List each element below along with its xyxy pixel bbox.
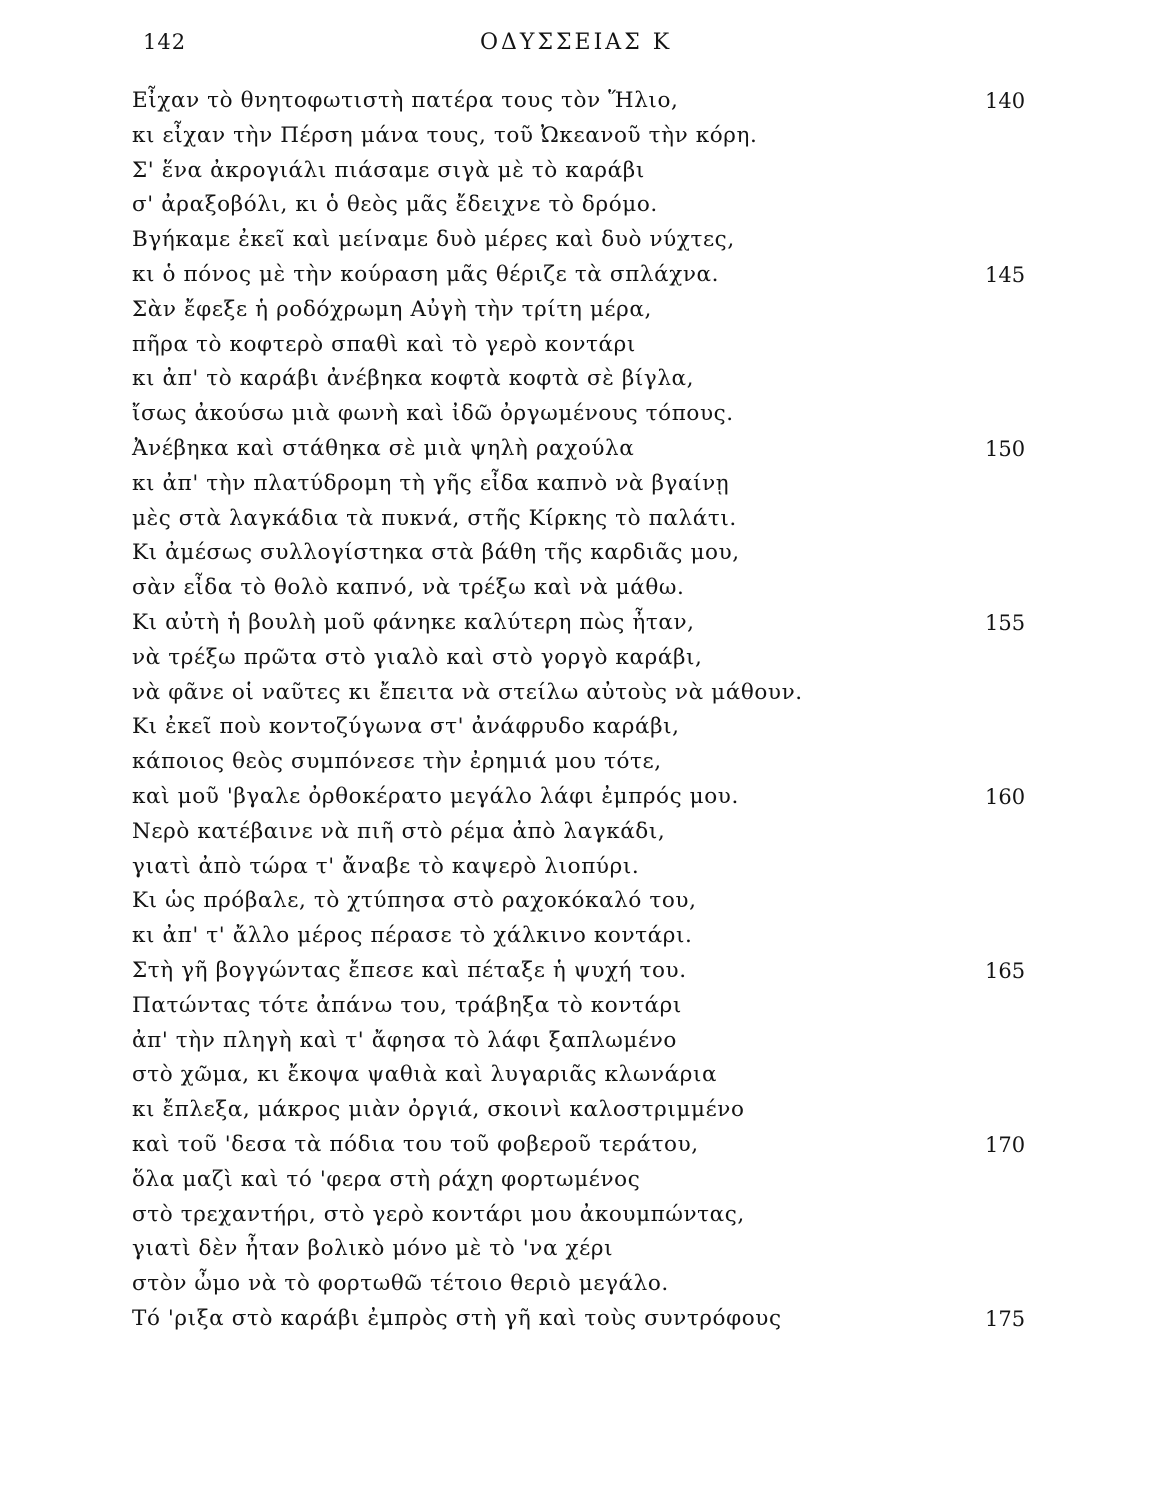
verse-line	[0, 84, 1151, 119]
verse-text: στὸ τρεχαντήρι, στὸ γερὸ κοντάρι μου ἀκουμπώντας,	[132, 1201, 745, 1227]
verse-line	[0, 676, 1151, 711]
verse-text: καὶ μοῦ 'βγαλε ὀρθοκέρατο μεγάλο λάφι ἐμπρός μου.	[132, 783, 739, 809]
verse-text: σὰν εἶδα τὸ θολὸ καπνό, νὰ τρέξω καὶ νὰ μάθω.	[132, 575, 685, 601]
verse-line	[0, 467, 1151, 502]
line-number: 160	[985, 784, 1026, 809]
verse-text: κι ἔπλεξα, μάκρος μιὰν ὀργιά, σκοινὶ καλοστριμμένο	[132, 1097, 745, 1123]
verse-text: σ' ἀραξοβόλι, κι ὁ θεὸς μᾶς ἔδειχνε τὸ δρόμο.	[132, 192, 658, 218]
verse-text: Τό 'ριξα στὸ καράβι ἐμπρὸς στὴ γῆ καὶ τοὺς συντρόφους	[132, 1305, 782, 1331]
page-number: 142	[143, 30, 187, 54]
verse-text: Κι ἐκεῖ ποὺ κοντοζύγωνα στ' ἀνάφρυδο καράβι,	[132, 714, 680, 740]
verse-text: πῆρα τὸ κοφτερὸ σπαθὶ καὶ τὸ γερὸ κοντάρι	[132, 331, 636, 357]
verse-text: Σ' ἕνα ἀκρογιάλι πιάσαμε σιγὰ μὲ τὸ καράβι	[132, 157, 645, 183]
verse-text: Εἶχαν τὸ θνητοφωτιστὴ πατέρα τους τὸν Ἥλιο,	[132, 88, 679, 113]
line-number: 145	[985, 262, 1026, 287]
line-number: 175	[985, 1306, 1026, 1331]
verse-line	[0, 989, 1151, 1024]
line-number: 165	[985, 958, 1026, 983]
verse-line	[0, 536, 1151, 571]
verse-line	[0, 1058, 1151, 1093]
verse-text: γιατὶ ἀπὸ τώρα τ' ἄναβε τὸ καψερὸ λιοπύρι.	[132, 853, 640, 879]
verse-text: Πατώντας τότε ἀπάνω του, τράβηξα τὸ κοντάρι	[132, 992, 682, 1018]
verse-line	[0, 745, 1151, 780]
verse-text: Κι ἀμέσως συλλογίστηκα στὰ βάθη τῆς καρδιᾶς μου,	[132, 540, 740, 566]
verse-text: ἴσως ἀκούσω μιὰ φωνὴ καὶ ἰδῶ ὀργωμένους τόπους.	[132, 401, 734, 427]
line-number: 155	[985, 610, 1026, 635]
verse-line	[0, 571, 1151, 606]
verse-text: ὅλα μαζὶ καὶ τό 'φερα στὴ ράχη φορτωμένος	[132, 1166, 641, 1192]
verse-line	[0, 362, 1151, 397]
verse-line	[0, 223, 1151, 258]
verse-text: Νερὸ κατέβαινε νὰ πιῆ στὸ ρέμα ἀπὸ λαγκάδι,	[132, 818, 666, 844]
verse-text: Κι ὡς πρόβαλε, τὸ χτύπησα στὸ ραχοκόκαλό του,	[132, 888, 697, 914]
verse-line	[0, 258, 1151, 293]
verse-line	[0, 919, 1151, 954]
verse-text: Κι αὐτὴ ἡ βουλὴ μοῦ φάνηκε καλύτερη πὼς ἦταν,	[132, 609, 695, 635]
verse-text: νὰ τρέξω πρῶτα στὸ γιαλὸ καὶ στὸ γοργὸ καράβι,	[132, 644, 703, 670]
verse-line	[0, 502, 1151, 537]
verse-text: ἀπ' τὴν πληγὴ καὶ τ' ἄφησα τὸ λάφι ξαπλωμένο	[132, 1027, 677, 1053]
verse-line	[0, 641, 1151, 676]
verse-line	[0, 188, 1151, 223]
verse-line	[0, 1302, 1151, 1337]
verse-line	[0, 606, 1151, 641]
verse-text: κι ἀπ' τὸ καράβι ἀνέβηκα κοφτὰ κοφτὰ σὲ βίγλα,	[132, 366, 695, 392]
verse-text: νὰ φᾶνε οἱ ναῦτες κι ἔπειτα νὰ στείλω αὐτοὺς νὰ μάθουν.	[132, 679, 803, 705]
verse-line	[0, 1267, 1151, 1302]
verse-line	[0, 780, 1151, 815]
line-number: 150	[985, 436, 1026, 461]
line-number: 170	[985, 1132, 1026, 1157]
verse-line	[0, 154, 1151, 189]
running-title: ΟΔΥΣΣΕΙΑΣ Κ	[480, 30, 673, 55]
page-header	[0, 30, 1151, 66]
verse-text: Σὰν ἔφεξε ἡ ροδόχρωμη Αὐγὴ τὴν τρίτη μέρα,	[132, 296, 652, 322]
verse-line	[0, 397, 1151, 432]
verse-line	[0, 1024, 1151, 1059]
verse-line	[0, 432, 1151, 467]
verse-line	[0, 1128, 1151, 1163]
verse-text: κι ὁ πόνος μὲ τὴν κούραση μᾶς θέριζε τὰ σπλάχνα.	[132, 261, 720, 287]
verse-text: στὸ χῶμα, κι ἔκοψα ψαθιὰ καὶ λυγαριᾶς κλωνάρια	[132, 1062, 718, 1088]
verse-text: κάποιος θεὸς συμπόνεσε τὴν ἐρημιά μου τότε,	[132, 749, 662, 775]
verse-line	[0, 1198, 1151, 1233]
verse-line	[0, 954, 1151, 989]
verse-line	[0, 1232, 1151, 1267]
verse-text: κι εἶχαν τὴν Πέρση μάνα τους, τοῦ Ὠκεανοῦ τὴν κόρη.	[132, 122, 758, 148]
verse-line	[0, 884, 1151, 919]
verse-line	[0, 119, 1151, 154]
verse-block	[0, 84, 1151, 1337]
verse-text: Βγήκαμε ἐκεῖ καὶ μείναμε δυὸ μέρες καὶ δυὸ νύχτες,	[132, 227, 735, 253]
verse-line	[0, 1093, 1151, 1128]
verse-text: κι ἀπ' τ' ἄλλο μέρος πέρασε τὸ χάλκινο κοντάρι.	[132, 923, 693, 949]
verse-text: γιατὶ δὲν ἦταν βολικὸ μόνο μὲ τὸ 'να χέρι	[132, 1236, 614, 1262]
verse-text: κι ἀπ' τὴν πλατύδρομη τὴ γῆς εἶδα καπνὸ νὰ βγαίνῃ	[132, 470, 730, 496]
verse-text: στὸν ὦμο νὰ τὸ φορτωθῶ τέτοιο θεριὸ μεγάλο.	[132, 1271, 669, 1297]
verse-line	[0, 1163, 1151, 1198]
verse-text: καὶ τοῦ 'δεσα τὰ πόδια του τοῦ φοβεροῦ τεράτου,	[132, 1131, 699, 1157]
verse-text: μὲς στὰ λαγκάδια τὰ πυκνά, στῆς Κίρκης τὸ παλάτι.	[132, 505, 737, 531]
verse-line	[0, 815, 1151, 850]
verse-line	[0, 850, 1151, 885]
verse-line	[0, 293, 1151, 328]
line-number: 140	[985, 89, 1026, 113]
verse-line	[0, 328, 1151, 363]
verse-line	[0, 710, 1151, 745]
verse-text: Ἀνέβηκα καὶ στάθηκα σὲ μιὰ ψηλὴ ραχούλα	[132, 435, 635, 461]
verse-text: Στὴ γῆ βογγώντας ἔπεσε καὶ πέταξε ἡ ψυχή του.	[132, 957, 687, 983]
